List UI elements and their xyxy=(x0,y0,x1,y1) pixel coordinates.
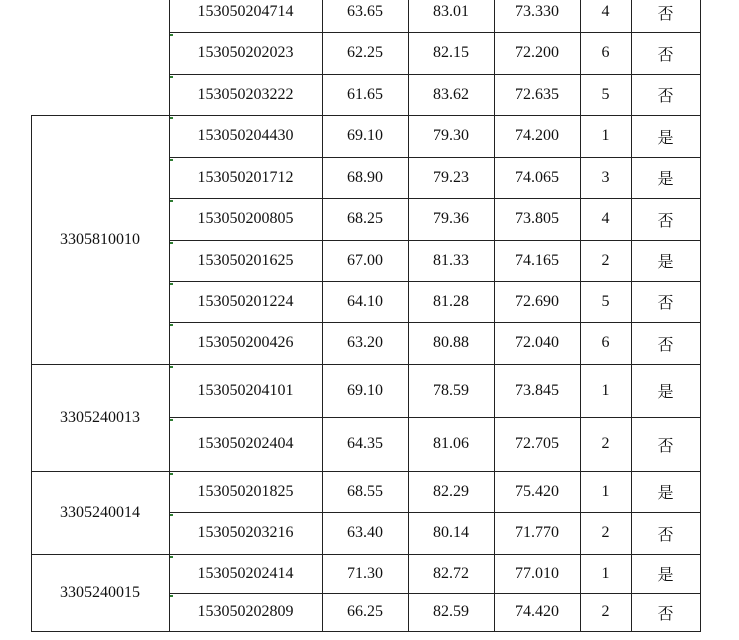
exam-id-cell: 153050201224 xyxy=(197,292,294,310)
selected-cell: 否 xyxy=(657,605,674,623)
exam-id-cell: 153050201712 xyxy=(197,168,294,186)
total-score-cell: 73.330 xyxy=(515,3,559,20)
exam-id-cell: 153050204714 xyxy=(197,3,294,20)
total-score-cell: 74.165 xyxy=(515,251,559,269)
interview-score-cell: 82.29 xyxy=(433,482,469,500)
interview-score-cell: 79.30 xyxy=(433,127,469,144)
interview-score-cell: 82.59 xyxy=(433,603,469,620)
group-divider xyxy=(31,631,701,632)
interview-score-cell: 81.28 xyxy=(433,292,469,310)
selected-cell: 否 xyxy=(657,46,674,64)
selected-cell: 是 xyxy=(657,485,674,502)
rank-cell: 2 xyxy=(601,435,610,452)
interview-score-cell: 82.72 xyxy=(433,564,469,582)
position-code-cell xyxy=(31,0,169,115)
rank-cell: 6 xyxy=(601,44,610,61)
interview-score-cell: 79.36 xyxy=(433,210,469,227)
position-code-cell: 3305240015 xyxy=(60,583,140,601)
selected-cell: 是 xyxy=(657,254,674,271)
exam-id-cell: 153050202809 xyxy=(197,603,294,620)
selected-cell: 是 xyxy=(657,384,674,401)
total-score-cell: 72.705 xyxy=(515,435,559,452)
total-score-cell: 71.770 xyxy=(515,524,559,541)
rank-cell: 3 xyxy=(601,168,610,186)
written-score-cell: 68.55 xyxy=(347,482,383,500)
written-score-cell: 64.35 xyxy=(347,435,383,452)
interview-score-cell: 78.59 xyxy=(433,381,469,399)
rank-cell: 1 xyxy=(601,564,610,582)
interview-score-cell: 83.01 xyxy=(433,3,469,20)
exam-id-cell: 153050204430 xyxy=(197,127,294,144)
interview-score-cell: 81.33 xyxy=(433,251,469,269)
total-score-cell: 74.420 xyxy=(515,603,559,620)
total-score-cell: 72.635 xyxy=(515,85,559,103)
interview-score-cell: 80.88 xyxy=(433,334,469,351)
total-score-cell: 72.690 xyxy=(515,292,559,310)
total-score-cell: 74.065 xyxy=(515,168,559,186)
selected-cell: 是 xyxy=(657,567,674,584)
rank-cell: 4 xyxy=(601,3,610,20)
selected-cell: 否 xyxy=(657,5,674,23)
total-score-cell: 73.845 xyxy=(515,381,559,399)
total-score-cell: 74.200 xyxy=(515,127,559,144)
written-score-cell: 61.65 xyxy=(347,85,383,103)
total-score-cell: 72.200 xyxy=(515,44,559,61)
column-divider xyxy=(700,0,701,631)
written-score-cell: 69.10 xyxy=(347,381,383,399)
exam-id-cell: 153050201825 xyxy=(197,482,294,500)
selected-cell: 是 xyxy=(657,171,674,188)
written-score-cell: 63.20 xyxy=(347,334,383,351)
exam-id-cell: 153050200805 xyxy=(197,210,294,227)
position-code-cell: 3305810010 xyxy=(60,230,140,248)
selected-cell: 否 xyxy=(657,88,674,105)
rank-cell: 6 xyxy=(601,334,610,351)
total-score-cell: 72.040 xyxy=(515,334,559,351)
rank-cell: 1 xyxy=(601,482,610,500)
rank-cell: 2 xyxy=(601,524,610,541)
rank-cell: 5 xyxy=(601,292,610,310)
exam-id-cell: 153050203216 xyxy=(197,524,294,541)
rank-cell: 5 xyxy=(601,85,610,103)
written-score-cell: 66.25 xyxy=(347,603,383,620)
selected-cell: 否 xyxy=(657,437,674,455)
position-code-cell: 3305240013 xyxy=(60,408,140,426)
selected-cell: 是 xyxy=(657,129,674,147)
interview-score-cell: 79.23 xyxy=(433,168,469,186)
written-score-cell: 62.25 xyxy=(347,44,383,61)
position-code-cell: 3305240014 xyxy=(60,503,140,521)
rank-cell: 4 xyxy=(601,210,610,227)
selected-cell: 否 xyxy=(657,336,674,354)
rank-cell: 1 xyxy=(601,127,610,144)
interview-score-cell: 81.06 xyxy=(433,435,469,452)
rank-cell: 1 xyxy=(601,381,610,399)
written-score-cell: 71.30 xyxy=(347,564,383,582)
interview-score-cell: 82.15 xyxy=(433,44,469,61)
exam-id-cell: 153050202023 xyxy=(197,44,294,61)
interview-score-cell: 80.14 xyxy=(433,524,469,541)
written-score-cell: 63.65 xyxy=(347,3,383,20)
written-score-cell: 67.00 xyxy=(347,251,383,269)
written-score-cell: 68.90 xyxy=(347,168,383,186)
written-score-cell: 69.10 xyxy=(347,127,383,144)
total-score-cell: 73.805 xyxy=(515,210,559,227)
selected-cell: 否 xyxy=(657,295,674,312)
selected-cell: 否 xyxy=(657,526,674,544)
exam-id-cell: 153050200426 xyxy=(197,334,294,351)
written-score-cell: 63.40 xyxy=(347,524,383,541)
total-score-cell: 77.010 xyxy=(515,564,559,582)
rank-cell: 2 xyxy=(601,603,610,620)
written-score-cell: 64.10 xyxy=(347,292,383,310)
exam-id-cell: 153050202404 xyxy=(197,435,294,452)
interview-score-cell: 83.62 xyxy=(433,85,469,103)
exam-id-cell: 153050203222 xyxy=(197,85,294,103)
rank-cell: 2 xyxy=(601,251,610,269)
exam-id-cell: 153050202414 xyxy=(197,564,294,582)
total-score-cell: 75.420 xyxy=(515,482,559,500)
written-score-cell: 68.25 xyxy=(347,210,383,227)
exam-id-cell: 153050204101 xyxy=(197,381,294,399)
selected-cell: 否 xyxy=(657,212,674,230)
exam-id-cell: 153050201625 xyxy=(197,251,294,269)
